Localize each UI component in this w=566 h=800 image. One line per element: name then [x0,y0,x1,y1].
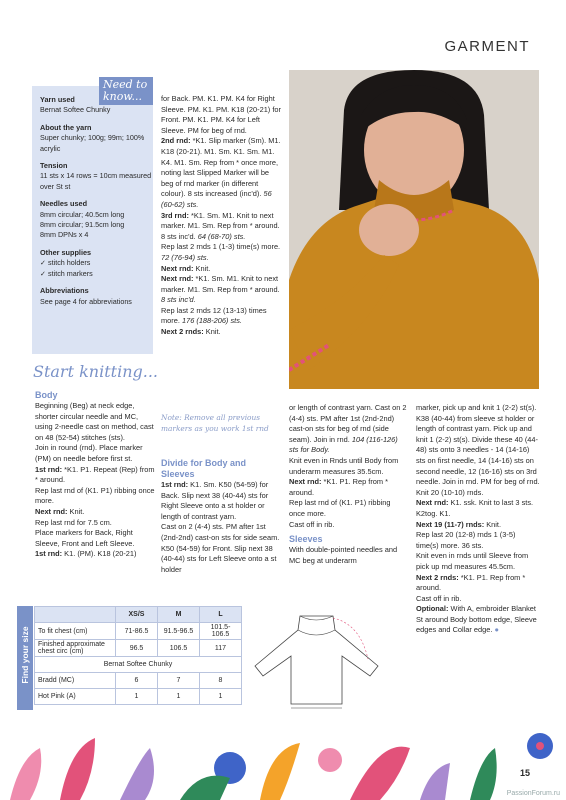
col3-p1 [289,403,407,456]
table-row [35,640,242,657]
col4-optional-text: With A, embroider Blanket St around Body bottom edge, Sleeve edges and Collar edge. [416,604,537,635]
round-2-text: *K1. Slip marker (Sm). M1. K18 (20-21). M1. Sm. K1. Sm. M1. K4. M1. Sm. Rep from * once more, noting last Slipped Marker will be beg of rnd marker (in different colour). 8 sts increased (inc'd). [161,136,281,199]
body-next-round [35,507,157,518]
find-your-size-tab [17,606,33,710]
about-yarn-text: Super chunky; 100g; 99m; 100% acrylic [40,133,145,153]
next-round-1-text: Knit. [195,263,211,273]
divide-instructions [161,458,281,575]
table-row [35,673,242,689]
cell: 71-86.5 [116,623,158,640]
yoke-instructions [161,94,281,338]
page-number: 15 [519,768,530,778]
col3-p1-text: or length of contrast yarn. Cast on 2 (4-4) sts. PM after 1st (2nd-2nd) cast-on sts for beg of rnd (side seam). Join in rnd. [289,403,407,444]
cell: 117 [200,640,242,657]
floral-border [0,718,566,800]
next-2-rounds [161,327,281,338]
size-table-header [35,607,242,623]
body-p5: Place markers for Back, Right Sleeve, Front and Left Sleeve. [35,528,135,548]
next-round-2-label: Next rnd: [161,274,194,284]
other-supplies-heading: Other supplies [40,247,92,257]
tension-heading: Tension [40,161,68,171]
body-p2: Join in round (rnd). Place marker (PM) on needle before first st. [35,443,143,463]
body-round-1-label: 1st rnd: [35,464,63,474]
next-round-2 [161,274,281,306]
divide-heading: Divide for Body and Sleeves [161,458,247,479]
cell: 6 [116,673,158,689]
repeat-1-text: Rep last 2 rnds 1 (1-3) time(s) more. [161,242,281,252]
round-3-label: 3rd rnd: [161,210,189,220]
tension-text: 11 sts x 14 rows = 10cm measured over St st [40,171,152,191]
sleeve-instructions [416,403,540,636]
next-2-rounds-label: Next 2 rnds: [161,327,204,337]
col3-p3: Rep last rnd of (K1. P1) ribbing once more. [289,498,391,518]
sleeves-text: With double-pointed needles and MC beg at underarm [289,545,398,565]
cell: 7 [158,673,200,689]
yarn-row: Bernat Softee Chunky [35,657,242,673]
col4-next-round-label: Next rnd: [416,498,449,508]
body-continued [289,403,407,566]
round-3-text: *K1. Sm. M1. Knit to next marker. M1. Sm. Rep from * around. 8 sts inc'd. [161,210,280,241]
col4-p4: Knit even in rnds until Sleeve from pick up rnd measures 45.5cm. [416,551,529,571]
body-round-1b-label: 1st rnd: [35,549,63,559]
header-m: M [158,607,200,623]
col3-next-round-text: *K1. P1. Rep from * around. [289,477,389,497]
row-label: To fit chest (cm) [35,623,116,640]
body-p4: Rep last rnd for 7.5 cm. [35,517,112,527]
col4-next-2-text: *K1. P1. Rep from * around. [416,572,526,593]
size-table [34,606,242,705]
other-supplies-2: ✓ stitch markers [40,268,93,278]
cell: 1 [116,689,158,705]
table-row [35,689,242,705]
yoke-line-1: for Back. PM. K1. PM. K4 for Right Sleeve. PM. K1. PM. K18 (20-21) for Front. PM. K1. PM. K4 for Left Sleeve. PM for beg of rnd. [161,94,281,135]
divide-p1: Cast on 2 (4-4) sts. PM after 1st (2nd-2nd) cast-on sts for side seam. K50 (54-59) for Front. Slip next 38 (40-44) sts for Left Sleeve onto a st holder [161,522,280,574]
col4-next-19-label: Next 19 (11-7) rnds: [416,519,485,529]
body-instructions [35,390,157,560]
next-round-2-count: 8 sts inc'd. [161,295,196,305]
cell: 8 [200,673,242,689]
model-photo [289,70,539,389]
cell: 1 [200,689,242,705]
col4-optional [416,604,540,636]
col3-p1-count: 104 (116-126) sts for Body. [289,434,398,455]
col3-p2: Knit even in Rnds until Body from underarm measures 35.5cm. [289,455,399,476]
table-row [35,657,242,673]
repeat-1 [161,242,281,263]
body-p1: Beginning (Beg) at neck edge, shorter circular needle and MC, using 2-needle cast on method, cast on 48 (52-54) stitches (sts). [35,401,154,442]
body-next-round-text: Knit. [69,506,85,516]
col4-next-19-text: Knit. [486,519,502,529]
col4-p5: Cast off in rib. [416,593,462,603]
col4-p1: marker, pick up and knit 1 (2-2) st(s). K38 (40-44) from sleeve st holder or length of contrast yarn. Pick up and knit 1 (2-2) st(s). Divide these 40 (44-48) sts onto 3 needles - 14 (14-16) sts on first needle, 14 (14-16) sts on second needle, 12 (16-16) sts on 3rd needle. Join in rnd. PM for beg of rnd. [416,403,540,487]
cell: 106.5 [158,640,200,657]
col3-next-round [289,477,407,498]
col4-next-2-label: Next 2 rnds: [416,572,459,582]
next-2-rounds-text: Knit. [205,327,221,337]
sleeves-heading: Sleeves [289,534,323,545]
next-round-1 [161,264,281,275]
repeat-2-text: Rep last 2 rnds 12 (13-13) times more. [161,305,267,326]
round-2-label: 2nd rnd: [161,136,191,146]
header-blank [35,607,116,623]
round-3-count: 64 (68-70) sts. [197,231,246,241]
body-heading: Body [35,390,58,400]
other-supplies-1: ✓ stitch holders [40,258,91,268]
col4-optional-label: Optional: [416,604,449,614]
cell: 96.5 [116,640,158,657]
remove-markers-note: Note: Remove all previous markers as you work 1st rnd [161,413,269,433]
col4-next-round [416,498,540,519]
end-mark-icon: ● [494,625,499,635]
body-round-1 [35,465,157,486]
watermark: PassionForum.ru [506,790,560,797]
col4-next-2 [416,573,540,594]
find-your-size-label: Find your size [20,626,30,684]
round-3 [161,211,281,243]
model-photo-illustration [289,70,539,389]
start-knitting-heading: Start knitting... [33,362,158,381]
header-xs-s: XS/S [116,607,158,623]
row-label: Bradd (MC) [35,673,116,689]
next-round-2-text: *K1. Sm. M1. Knit to next marker. M1. Sm. Rep from * around. [161,274,280,294]
body-round-1b [35,549,157,560]
about-yarn-heading: About the yarn [40,122,92,132]
col4-p2: Knit 20 (10-10) rnds. [416,487,484,497]
next-round-1-label: Next rnd: [161,263,194,273]
abbreviations-text: See page 4 for abbreviations [40,296,132,306]
row-label: Hot Pink (A) [35,689,116,705]
divide-round-1-label: 1st rnd: [161,480,189,489]
cell: 91.5-96.5 [158,623,200,640]
row-label: Finished approximate chest circ (cm) [35,640,116,657]
table-row [35,623,242,640]
sweater-schematic [250,604,383,710]
repeat-2 [161,306,281,327]
body-next-round-label: Next rnd: [35,506,68,516]
need-to-know-body [40,95,152,314]
col4-next-19 [416,520,540,531]
round-2 [161,136,281,210]
header-l: L [200,607,242,623]
repeat-1-count: 72 (76-94) sts. [161,252,209,262]
cell: 101.5-106.5 [200,623,242,640]
needles-1: 8mm circular; 40.5cm long [40,209,125,219]
cell: 1 [158,689,200,705]
needles-2: 8mm circular; 91.5cm long [40,220,125,230]
body-round-1-text: *K1. P1. Repeat (Rep) from * around. [35,464,155,485]
need-to-know-heading: Need to know... [99,77,153,105]
yarn-used-heading: Yarn used [40,95,75,104]
divide-round-1 [161,480,281,522]
body-p3: Rep last rnd of (K1. P1) ribbing once more. [35,485,155,506]
yarn-used-text: Bernat Softee Chunky [40,105,111,115]
divide-round-1-text: K1. Sm. K50 (54-59) for Back. Slip next 38 (40-44) sts for Right Sleeve onto a st holder or length of contrast yarn. [161,480,269,521]
col3-next-round-label: Next rnd: [289,477,322,487]
abbreviations-heading: Abbreviations [40,286,89,296]
needles-heading: Needles used [40,199,88,209]
body-round-1b-text: K1. (PM). K18 (20-21) [64,549,137,559]
repeat-2-count: 176 (188-206) sts. [181,316,242,326]
section-title: GARMENT [444,38,530,55]
col3-p4: Cast off in rib. [289,519,335,529]
round-2-count: 56 (60-62) sts. [161,189,272,209]
needles-3: 8mm DPNs x 4 [40,230,89,240]
col4-p3: Rep last 20 (12-8) rnds 1 (3-5) time(s) more. 36 sts. [416,530,516,550]
col4-next-round-text: K1. ssk. Knit to last 3 sts. K2tog. K1. [416,498,534,518]
